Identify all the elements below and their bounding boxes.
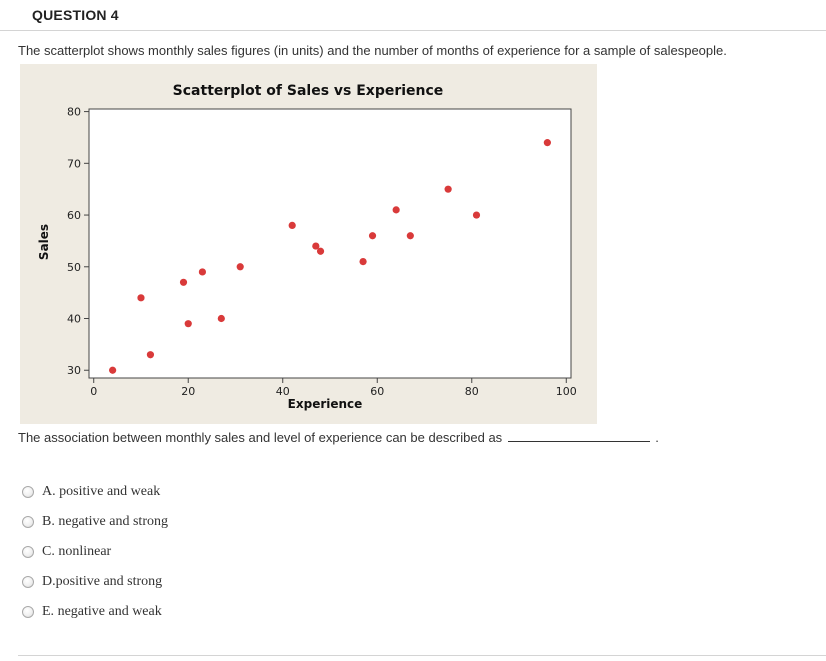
x-tick-label: 80 bbox=[464, 385, 479, 398]
y-axis bbox=[67, 106, 89, 378]
y-tick-label: 30 bbox=[67, 364, 81, 378]
scatter-point bbox=[237, 263, 244, 270]
sentence-text: The association between monthly sales and level of experience can be described as bbox=[18, 430, 503, 445]
x-tick-label: 100 bbox=[555, 385, 577, 398]
question-sentence bbox=[18, 430, 659, 445]
question-header bbox=[0, 0, 826, 31]
x-axis bbox=[90, 378, 577, 398]
y-tick-label: 40 bbox=[67, 312, 81, 326]
scatter-point bbox=[218, 315, 225, 322]
option-e-label bbox=[42, 604, 162, 620]
chart-title: Scatterplot of Sales vs Experience bbox=[172, 83, 444, 99]
question-prompt: The scatterplot shows monthly sales figures (in units) and the number of months of experience for a sample of salespeople. bbox=[18, 43, 727, 58]
scatter-point bbox=[359, 258, 366, 265]
scatter-point bbox=[180, 279, 187, 286]
scatter-point bbox=[473, 211, 480, 218]
option-d[interactable] bbox=[22, 567, 168, 597]
option-d-text: positive and strong bbox=[55, 574, 163, 589]
option-b[interactable] bbox=[22, 507, 168, 537]
scatter-point bbox=[544, 139, 551, 146]
option-c-label bbox=[42, 544, 111, 560]
x-tick-label: 20 bbox=[181, 385, 196, 398]
scatter-point bbox=[445, 186, 452, 193]
scatter-point bbox=[317, 248, 324, 255]
question-title: QUESTION 4 bbox=[32, 7, 119, 23]
radio-option-a[interactable] bbox=[22, 486, 34, 498]
bottom-divider bbox=[18, 655, 826, 656]
sentence-period: . bbox=[655, 430, 659, 445]
scatter-point bbox=[199, 268, 206, 275]
radio-option-d[interactable] bbox=[22, 576, 34, 588]
scatter-point bbox=[109, 367, 116, 374]
y-tick-label: 70 bbox=[67, 157, 81, 171]
radio-option-b[interactable] bbox=[22, 516, 34, 528]
option-e-letter: E. bbox=[42, 604, 55, 619]
y-tick-label: 60 bbox=[67, 209, 81, 223]
option-b-text: negative and strong bbox=[58, 514, 168, 529]
x-tick-label: 40 bbox=[275, 385, 290, 398]
option-c-text: nonlinear bbox=[58, 544, 112, 559]
option-e-text: negative and weak bbox=[57, 604, 162, 619]
scatterplot-panel bbox=[20, 64, 597, 424]
y-axis-label: Sales bbox=[37, 223, 51, 261]
option-a-text: positive and weak bbox=[59, 484, 161, 499]
x-tick-label: 0 bbox=[90, 385, 98, 398]
scatter-point bbox=[137, 294, 144, 301]
option-c[interactable] bbox=[22, 537, 168, 567]
option-a-letter: A. bbox=[42, 484, 56, 499]
scatterplot-chart bbox=[20, 64, 597, 424]
option-c-letter: C. bbox=[42, 544, 55, 559]
scatter-point bbox=[185, 320, 192, 327]
y-tick-label: 80 bbox=[67, 105, 81, 119]
answer-options bbox=[22, 477, 168, 627]
radio-option-c[interactable] bbox=[22, 546, 34, 558]
option-a-label bbox=[42, 484, 160, 500]
option-d-label bbox=[42, 574, 162, 590]
option-b-letter: B. bbox=[42, 514, 55, 529]
scatter-point bbox=[289, 222, 296, 229]
option-a[interactable] bbox=[22, 477, 168, 507]
radio-option-e[interactable] bbox=[22, 606, 34, 618]
scatter-point bbox=[407, 232, 414, 239]
y-tick-label: 50 bbox=[67, 260, 81, 274]
scatter-point bbox=[393, 206, 400, 213]
option-e[interactable] bbox=[22, 597, 168, 627]
x-tick-label: 60 bbox=[370, 385, 385, 398]
scatter-point bbox=[369, 232, 376, 239]
option-b-label bbox=[42, 514, 168, 530]
answer-blank bbox=[508, 430, 650, 442]
scatter-point bbox=[147, 351, 154, 358]
option-d-letter: D. bbox=[42, 574, 56, 589]
x-axis-label: Experience bbox=[287, 397, 363, 411]
plot-area bbox=[89, 109, 571, 378]
